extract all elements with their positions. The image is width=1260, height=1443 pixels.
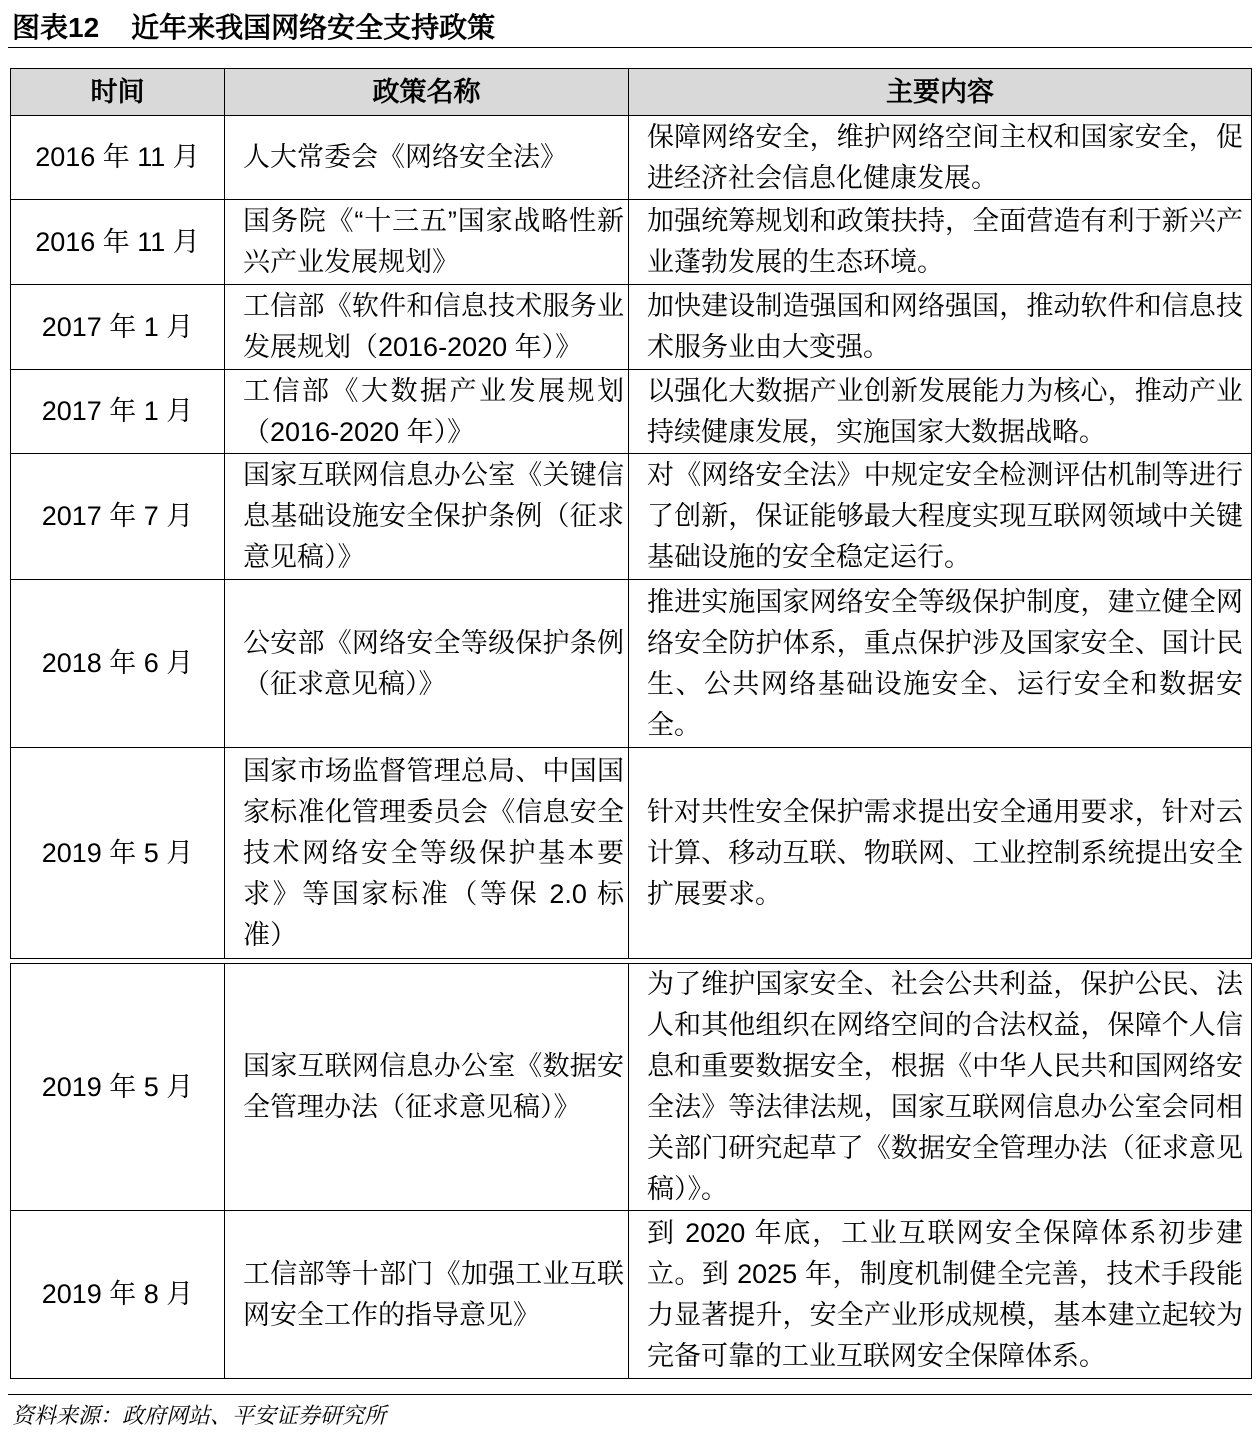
content-cell	[629, 580, 1251, 747]
table-row	[11, 370, 1251, 454]
title-divider	[8, 47, 1252, 48]
content-cell	[629, 964, 1251, 1210]
policy-cell	[225, 964, 629, 1210]
time-cell	[11, 116, 225, 199]
content-text: 针对共性安全保护需求提出安全通用要求，针对云计算、移动互联、物联网、工业控制系统提出安全扩展要求。	[647, 796, 1243, 909]
content-cell	[629, 200, 1251, 284]
policy-text: 工信部《软件和信息技术服务业发展规划（2016-2020 年）》	[243, 291, 624, 362]
policy-text: 国家互联网信息办公室《关键信息基础设施安全保护条例（征求意见稿）》	[243, 460, 624, 572]
table-row	[11, 580, 1251, 748]
time-text: 2017 年 1 月	[41, 396, 194, 426]
content-text: 以强化大数据产业创新发展能力为核心，推动产业持续健康发展，实施国家大数据战略。	[647, 375, 1243, 447]
source-divider	[8, 1394, 1252, 1395]
policy-text: 工信部等十部门《加强工业互联网安全工作的指导意见》	[243, 1258, 624, 1330]
time-cell	[11, 1211, 225, 1378]
content-text: 加快建设制造强国和网络强国，推动软件和信息技术服务业由大变强。	[647, 291, 1243, 362]
header-policy	[225, 69, 629, 115]
header-time-label: 时间	[90, 76, 145, 107]
time-cell	[11, 454, 225, 579]
figure-label: 图表12	[12, 12, 100, 43]
time-text: 2018 年 6 月	[41, 648, 194, 678]
header-time	[11, 69, 225, 115]
content-text: 为了维护国家安全、社会公共利益，保护公民、法人和其他组织在网络空间的合法权益，保障个人信息和重要数据安全，根据《中华人民共和国网络安全法》等法律法规，国家互联网信息办公室会同相关部门研究起草了《数据安全管理办法（征求意见稿）》。	[647, 969, 1243, 1204]
table-row	[11, 116, 1251, 200]
header-policy-label: 政策名称	[372, 76, 481, 107]
time-cell	[11, 580, 225, 747]
time-cell	[11, 370, 225, 453]
header-content	[629, 69, 1251, 115]
time-cell	[11, 748, 225, 958]
policy-cell	[225, 285, 629, 369]
content-cell	[629, 370, 1251, 453]
policy-text: 工信部《大数据产业发展规划（2016-2020 年）》	[243, 375, 624, 447]
policy-text: 国家互联网信息办公室《数据安全管理办法（征求意见稿）》	[243, 1051, 624, 1122]
time-text: 2016 年 11 月	[35, 226, 200, 257]
time-text: 2019 年 8 月	[41, 1279, 194, 1309]
policy-cell	[225, 1211, 629, 1378]
table-row	[11, 200, 1251, 285]
time-cell	[11, 200, 225, 284]
table-row	[11, 964, 1251, 1211]
content-text: 保障网络安全，维护网络空间主权和国家安全，促进经济社会信息化健康发展。	[647, 121, 1243, 193]
table-row	[11, 285, 1251, 370]
policy-table	[10, 68, 1252, 959]
policy-cell	[225, 454, 629, 579]
content-cell	[629, 285, 1251, 369]
policy-text: 公安部《网络安全等级保护条例（征求意见稿）》	[243, 627, 624, 699]
policy-text: 国务院《“十三五”国家战略性新兴产业发展规划》	[243, 206, 624, 277]
policy-cell	[225, 580, 629, 747]
content-text: 加强统筹规划和政策扶持，全面营造有利于新兴产业蓬勃发展的生态环境。	[647, 206, 1243, 277]
content-text: 对《网络安全法》中规定安全检测评估机制等进行了创新，保证能够最大程度实现互联网领域中关键基础设施的安全稳定运行。	[647, 460, 1243, 572]
time-text: 2019 年 5 月	[41, 1071, 194, 1102]
time-text: 2016 年 11 月	[35, 142, 200, 172]
policy-cell	[225, 200, 629, 284]
policy-cell	[225, 748, 629, 958]
policy-text: 人大常委会《网络安全法》	[243, 142, 567, 172]
source-note: 资料来源：政府网站、平安证券研究所	[12, 1403, 387, 1428]
policy-text: 国家市场监督管理总局、中国国家标准化管理委员会《信息安全技术网络安全等级保护基本要求》等国家标准（等保 2.0 标准）	[243, 755, 624, 950]
content-cell	[629, 116, 1251, 199]
content-cell	[629, 454, 1251, 579]
figure-title-text: 近年来我国网络安全支持政策	[131, 12, 496, 43]
content-text: 推进实施国家网络安全等级保护制度，建立健全网络安全防护体系，重点保护涉及国家安全、国计民生、公共网络基础设施安全、运行安全和数据安全。	[647, 586, 1243, 740]
time-text: 2017 年 7 月	[41, 501, 194, 531]
table-row	[11, 454, 1251, 580]
table-header-row	[11, 69, 1251, 116]
time-cell	[11, 964, 225, 1210]
policy-table-continued	[10, 963, 1252, 1379]
time-cell	[11, 285, 225, 369]
content-cell	[629, 748, 1251, 958]
figure-title	[12, 8, 495, 48]
policy-cell	[225, 116, 629, 199]
content-text: 到 2020 年底，工业互联网安全保障体系初步建立。到 2025 年，制度机制健全完善，技术手段能力显著提升，安全产业形成规模，基本建立起较为完备可靠的工业互联网安全保障体系。	[647, 1217, 1243, 1371]
policy-cell	[225, 370, 629, 453]
table-row	[11, 1211, 1251, 1379]
time-text: 2019 年 5 月	[41, 837, 194, 868]
header-content-label: 主要内容	[886, 76, 994, 107]
content-cell	[629, 1211, 1251, 1378]
time-text: 2017 年 1 月	[41, 311, 194, 342]
table-row	[11, 748, 1251, 959]
